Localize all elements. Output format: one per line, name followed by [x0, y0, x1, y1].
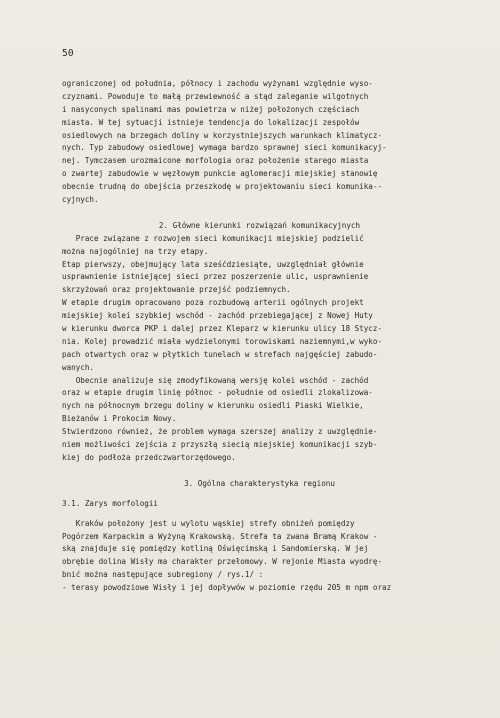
text-line: W etapie drugim opracowano poza rozbudową arterii ogólnych projekt [62, 298, 364, 308]
text-line: nych na północnym brzegu doliny w kierunku osiedli Piaski Wielkie, [62, 401, 364, 411]
section-3-1-subheading: 3.1. Zarys morfologii [62, 498, 159, 508]
text-line: Obecnie analizuje się zmodyfikowaną wersję kolei wschód - zachód [62, 375, 369, 385]
page-number: 50 [62, 48, 74, 59]
text-line: osiedlowych na brzegach doliny w korzystniejszych warunkach klimatycz- [62, 130, 383, 140]
text-line: nia. Kolej prowadzić miała wydzielonymi torowiskami naziemnymi,w wyko- [62, 336, 383, 346]
text-line: w kierunku dworca PKP i dalej przez Kleparz w kierunku ulicy 18 Stycz- [62, 324, 383, 334]
text-line: miasta. W tej sytuacji istnieje tendencja do lokalizacji zespołów [62, 117, 360, 127]
section-3-text [62, 518, 457, 595]
text-line: Etap pierwszy, obejmujący lata sześćdziesiąte, uwzględniał głównie [62, 259, 364, 269]
paragraph-continuation [62, 78, 457, 207]
text-line: nej. Tymczasem urozmaicone morfologia oraz położenie starego miasta [62, 156, 369, 166]
section-3-heading: 3. Ogólna charakterystyka regionu [184, 478, 335, 488]
text-line: kiej do podłoża przedczwartorzędowego. [62, 452, 236, 462]
text-line: można najogólniej na trzy etapy. [62, 246, 209, 256]
text-line: Stwierdzono również, że problem wymaga szerszej analizy z uwzględnie- [62, 427, 378, 437]
text-line: Bieżanów i Prokocim Nowy. [62, 414, 177, 424]
text-line: obecnie trudną do obejścia przeszkodę w projektowaniu sieci komunika-- [62, 182, 383, 192]
text-line: usprawnienie istniejącej sieci przez poszerzenie ulic, usprawnienie [62, 272, 369, 282]
section-2-heading: 2. Główne kierunki rozwiązań komunikacyjnych [158, 220, 361, 230]
text-line: miejskiej kolei szybkiej wschód - zachód przebiegającej z Nowej Huty [62, 311, 373, 321]
text-line: bnić można następujące subregiony / rys.1/ : [62, 570, 264, 580]
text-line: ską znajduje się pomiędzy kotliną Oświęcimską i Sandomierską. W jej [62, 544, 369, 554]
text-line: Kraków położony jest u wylotu wąskiej strefy obniżeń pomiędzy [62, 518, 355, 528]
text-line: czyznami. Powoduje to małą przewiewność a stąd zaleganie wilgotnych [62, 91, 369, 101]
text-line: Prace związane z rozwojem sieci komunikacji miejskiej podzielić [62, 233, 364, 243]
text-line: o zwartej zabudowie w węzłowym punkcie aglomeracji miejskiej stanowię [62, 169, 378, 179]
text-line: pach otwartych oraz w płytkich tunelach w strefach najgęściej zabudo- [62, 349, 378, 359]
text-line: cyjnych. [62, 195, 99, 205]
text-line: Pogórzem Karpackim a Wyżyną Krakowską. Strefa ta zwana Bramą Krakow - [62, 531, 378, 541]
text-line: ograniczonej od południa, północy i zachodu wyżynami względnie wyso- [62, 79, 373, 88]
text-line: niem możliwości zejścia z przyszłą siecią miejskiej komunikacji szyb- [62, 440, 378, 450]
document-body [62, 78, 457, 595]
text-line: i nasyconych spalinami mas powietrza w niżej położonych częściach [62, 104, 360, 114]
text-line: oraz w etapie drugim linię północ - południe od osiedli zlokalizowa- [62, 388, 373, 398]
text-line: obrębie dolina Wisły ma charakter przełomowy. W rejonie Miasta wyodrę- [62, 557, 383, 567]
text-line: wanych. [62, 362, 95, 372]
text-line: - terasy powodziowe Wisły i jej dopływów w poziomie rzędu 205 m npm oraz [62, 583, 392, 593]
text-line: skrzyżowań oraz projektowanie przejść podziemnych. [62, 285, 291, 295]
section-2-text [62, 233, 457, 465]
text-line: nych. Typ zabudowy osiedlowej wymaga bardzo sprawnej sieci komunikacyj- [62, 143, 387, 153]
